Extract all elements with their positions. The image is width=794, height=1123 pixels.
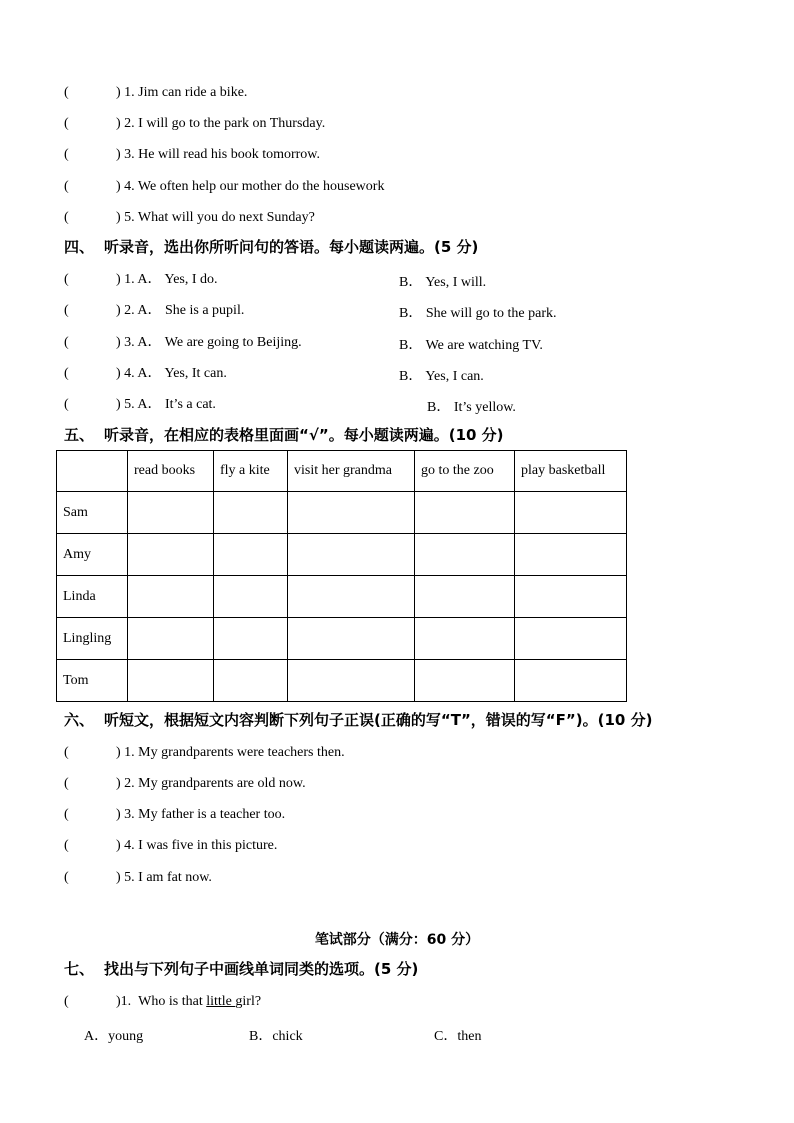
answer-cell[interactable]: [214, 618, 288, 660]
section7-heading: [64, 959, 418, 979]
section-title: 听录音，在相应的表格里面画“√”。每小题读两遍。(10 分): [104, 426, 504, 444]
option-b: B． She will go to the park.: [399, 306, 557, 321]
section-title: 找出与下列句子中画线单词同类的选项。(5 分): [104, 960, 419, 978]
section-title: 听录音，选出你所听问句的答语。每小题读两遍。(5 分): [104, 238, 479, 256]
paren-close: ): [116, 179, 121, 194]
question-text: Who is that: [138, 994, 207, 1009]
paren-open: (: [64, 272, 69, 287]
section4-heading: [64, 237, 478, 257]
table-row: [57, 534, 627, 576]
answer-cell[interactable]: [214, 576, 288, 618]
option-b: B． It’s yellow.: [427, 400, 516, 415]
paren-open: (: [64, 994, 69, 1009]
answer-cell[interactable]: [515, 534, 627, 576]
answer-cell[interactable]: [515, 492, 627, 534]
table-header-cell: visit her grandma: [288, 451, 415, 492]
option-a: 2. A． She is a pupil.: [124, 303, 245, 318]
paren-open: (: [64, 335, 69, 350]
section4-item: [64, 302, 244, 320]
paren-open: (: [64, 116, 69, 131]
written-part-title: 笔试部分（满分：60 分）: [314, 932, 480, 948]
answer-cell[interactable]: [288, 660, 415, 702]
answer-cell[interactable]: [288, 618, 415, 660]
paren-open: (: [64, 870, 69, 885]
item-text: 4. I was five in this picture.: [124, 838, 278, 853]
table-row: [57, 576, 627, 618]
option-a: 4. A． Yes, It can.: [124, 366, 227, 381]
section-number: 四、: [64, 238, 95, 256]
answer-cell[interactable]: [128, 660, 214, 702]
paren-open: (: [64, 366, 69, 381]
answer-cell[interactable]: [515, 576, 627, 618]
row-label: Lingling: [57, 618, 128, 660]
option-b: B．chick: [249, 1029, 303, 1044]
paren-open: (: [64, 85, 69, 100]
paren-close: ): [116, 745, 121, 760]
paren-open: (: [64, 210, 69, 225]
answer-cell[interactable]: [128, 576, 214, 618]
paren-open: (: [64, 838, 69, 853]
section3-item: [64, 209, 315, 227]
answer-cell[interactable]: [415, 492, 515, 534]
table-header-cell: play basketball: [515, 451, 627, 492]
section3-item: [64, 146, 320, 164]
section-number: 五、: [64, 426, 95, 444]
paren-close: ): [116, 366, 121, 381]
answer-cell[interactable]: [288, 576, 415, 618]
answer-cell[interactable]: [415, 618, 515, 660]
section-number: 六、: [64, 711, 95, 729]
paren-close: ): [116, 116, 121, 131]
answer-cell[interactable]: [214, 660, 288, 702]
paren-open: (: [64, 303, 69, 318]
paren-close: ): [116, 303, 121, 318]
paren-close: ): [116, 85, 121, 100]
underlined-word: little: [206, 994, 236, 1009]
answer-cell[interactable]: [288, 492, 415, 534]
option-b: B． We are watching TV.: [399, 338, 543, 353]
section4-item: [64, 365, 227, 383]
section3-item: [64, 115, 325, 133]
item-text: 4. We often help our mother do the housework: [124, 179, 385, 194]
option-a: 1. A． Yes, I do.: [124, 272, 218, 287]
paren-open: (: [64, 397, 69, 412]
paren-open: (: [64, 147, 69, 162]
row-label: Linda: [57, 576, 128, 618]
answer-cell[interactable]: [128, 618, 214, 660]
section-number: 七、: [64, 960, 95, 978]
option-b: B． Yes, I can.: [399, 369, 484, 384]
answer-cell[interactable]: [415, 576, 515, 618]
option-a: A．young: [84, 1029, 144, 1044]
table-header-cell: read books: [128, 451, 214, 492]
question-text-end: girl?: [235, 994, 262, 1009]
item-text: 1. My grandparents were teachers then.: [124, 745, 345, 760]
paren-close: ): [116, 870, 121, 885]
section4-item: [64, 396, 216, 414]
table-row: [57, 618, 627, 660]
paren-close: ): [116, 807, 121, 822]
item-text: 2. I will go to the park on Thursday.: [124, 116, 326, 131]
paren-close: ): [116, 210, 121, 225]
item-text: 3. He will read his book tomorrow.: [124, 147, 321, 162]
section6-item: [64, 744, 345, 762]
item-text: 2. My grandparents are old now.: [124, 776, 306, 791]
table-header-cell: go to the zoo: [415, 451, 515, 492]
section3-item: [64, 178, 384, 196]
answer-cell[interactable]: [515, 618, 627, 660]
option-c: C．then: [434, 1029, 482, 1044]
section7-item: [64, 993, 261, 1011]
section6-item: [64, 806, 285, 824]
paren-close: ): [116, 272, 121, 287]
item-text: 1. Jim can ride a bike.: [124, 85, 248, 100]
table-header-cell: [57, 451, 128, 492]
table-header-row: [57, 451, 627, 492]
paren-close: ): [116, 147, 121, 162]
item-text: 5. What will you do next Sunday?: [124, 210, 315, 225]
option-a: 5. A． It’s a cat.: [124, 397, 216, 412]
paren-close: ): [116, 838, 121, 853]
row-label: Amy: [57, 534, 128, 576]
paren-open: (: [64, 179, 69, 194]
row-label: Tom: [57, 660, 128, 702]
section6-item: [64, 869, 212, 887]
answer-cell[interactable]: [128, 492, 214, 534]
answer-cell[interactable]: [415, 660, 515, 702]
paren-close: )1.: [116, 994, 132, 1009]
answer-cell[interactable]: [415, 534, 515, 576]
answer-cell[interactable]: [515, 660, 627, 702]
item-text: 3. My father is a teacher too.: [124, 807, 286, 822]
paren-close: ): [116, 335, 121, 350]
section6-item: [64, 775, 306, 793]
table-row: [57, 492, 627, 534]
table-header-cell: fly a kite: [214, 451, 288, 492]
answer-cell[interactable]: [288, 534, 415, 576]
table-row: [57, 660, 627, 702]
section4-item: [64, 334, 302, 352]
section4-item: [64, 271, 218, 289]
paren-close: ): [116, 397, 121, 412]
section-title: 听短文，根据短文内容判断下列句子正误(正确的写“T”，错误的写“F”)。(10 分): [104, 711, 653, 729]
option-b: B． Yes, I will.: [399, 275, 487, 290]
option-a: 3. A． We are going to Beijing.: [124, 335, 302, 350]
section6-heading: [64, 710, 652, 730]
paren-open: (: [64, 807, 69, 822]
section3-item: [64, 84, 247, 102]
answer-cell[interactable]: [214, 492, 288, 534]
answer-cell[interactable]: [214, 534, 288, 576]
section5-heading: [64, 425, 504, 445]
paren-close: ): [116, 776, 121, 791]
paren-open: (: [64, 776, 69, 791]
paren-open: (: [64, 745, 69, 760]
row-label: Sam: [57, 492, 128, 534]
section6-item: [64, 837, 277, 855]
item-text: 5. I am fat now.: [124, 870, 212, 885]
checkmark-table: [56, 450, 627, 702]
answer-cell[interactable]: [128, 534, 214, 576]
